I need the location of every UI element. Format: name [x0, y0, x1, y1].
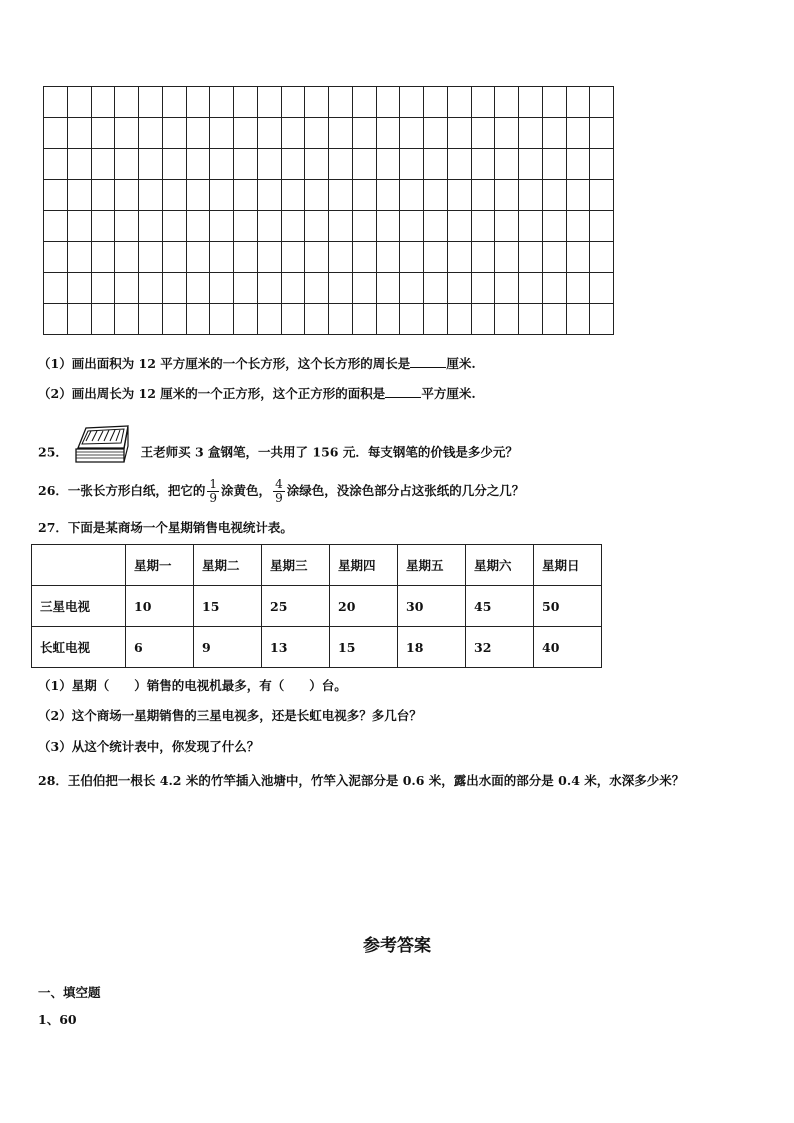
question-26 [38, 474, 524, 508]
grid-cell [163, 242, 187, 273]
grid-cell [282, 118, 306, 149]
q24-part1 [38, 355, 476, 373]
grid-cell [68, 87, 92, 118]
grid-cell [472, 304, 496, 335]
grid-cell [68, 211, 92, 242]
q24-part2 [38, 385, 476, 403]
grid-cell [44, 87, 68, 118]
grid-cell [519, 149, 543, 180]
grid-cell [187, 211, 211, 242]
grid-cell [210, 242, 234, 273]
grid-cell [68, 118, 92, 149]
grid-cell [495, 149, 519, 180]
grid-cell [377, 118, 401, 149]
grid-cell [305, 87, 329, 118]
grid-cell [305, 180, 329, 211]
q27-sub3: （3）从这个统计表中，你发现了什么？ [38, 739, 260, 754]
grid-cell [424, 87, 448, 118]
grid-cell [377, 87, 401, 118]
grid-cell [329, 180, 353, 211]
grid-cell [448, 273, 472, 304]
grid-cell [400, 180, 424, 211]
grid-cell [258, 211, 282, 242]
table-header-cell: 星期一 [126, 545, 194, 586]
grid-cell [163, 87, 187, 118]
grid-cell [567, 118, 591, 149]
grid-cell [400, 87, 424, 118]
grid-cell [567, 242, 591, 273]
grid-cell [448, 87, 472, 118]
answers-section: 一、填空题 [38, 985, 101, 1000]
frac2-numerator: 4 [275, 477, 283, 491]
grid-cell [187, 242, 211, 273]
grid-cell [329, 304, 353, 335]
grid-cell [400, 118, 424, 149]
grid-cell [590, 273, 614, 304]
grid-cell [377, 149, 401, 180]
grid-cell [210, 87, 234, 118]
grid-cell [163, 180, 187, 211]
fraction-one-ninth [207, 478, 219, 505]
grid-cell [305, 304, 329, 335]
grid-cell [329, 149, 353, 180]
answer-blank [410, 355, 446, 368]
grid-cell [590, 180, 614, 211]
grid-cell [424, 180, 448, 211]
grid-cell [163, 273, 187, 304]
question-28: 28．王伯伯把一根长 4.2 米的竹竿插入池塘中，竹竿入泥部分是 0.6 米，露出水面的部分是 0.4 米，水深多少米？ [38, 773, 685, 788]
q26-middle: 涂黄色， [221, 483, 272, 498]
grid-cell [353, 242, 377, 273]
grid-cell [44, 304, 68, 335]
grid-cell [543, 304, 567, 335]
grid-cell [590, 87, 614, 118]
grid-cell [44, 149, 68, 180]
row-label-cell: 三星电视 [32, 586, 126, 627]
grid-cell [353, 211, 377, 242]
grid-cell [353, 273, 377, 304]
table-cell: 10 [126, 586, 194, 627]
grid-cell [590, 118, 614, 149]
answer-blank [385, 385, 421, 398]
grid-cell [448, 180, 472, 211]
grid-cell [163, 149, 187, 180]
grid-cell [567, 180, 591, 211]
grid-cell [329, 242, 353, 273]
grid-cell [590, 242, 614, 273]
grid-cell [377, 304, 401, 335]
drawing-grid [43, 86, 614, 335]
q24-part2-unit: 平方厘米. [421, 386, 476, 401]
grid-cell [234, 304, 258, 335]
grid-cell [400, 273, 424, 304]
grid-cell [400, 242, 424, 273]
frac1-numerator: 1 [209, 477, 218, 491]
grid-cell [567, 273, 591, 304]
grid-cell [187, 180, 211, 211]
grid-cell [424, 242, 448, 273]
grid-cell [590, 149, 614, 180]
grid-cell [519, 118, 543, 149]
grid-cell [353, 149, 377, 180]
table-header-cell: 星期四 [330, 545, 398, 586]
grid-cell [44, 242, 68, 273]
grid-cell [115, 304, 139, 335]
grid-cell [187, 304, 211, 335]
grid-cell [44, 118, 68, 149]
table-row [32, 586, 602, 627]
table-cell: 6 [126, 627, 194, 668]
grid-cell [163, 304, 187, 335]
q25-text: 王老师买 3 盒钢笔，一共用了 156 元．每支钢笔的价钱是多少元？ [140, 444, 518, 460]
grid-cell [424, 304, 448, 335]
grid-cell [187, 273, 211, 304]
grid-cell [258, 242, 282, 273]
grid-cell [92, 273, 116, 304]
grid-cell [115, 242, 139, 273]
grid-cell [234, 273, 258, 304]
grid-cell [424, 149, 448, 180]
grid-cell [448, 118, 472, 149]
grid-cell [210, 211, 234, 242]
grid-cell [68, 149, 92, 180]
grid-cell [139, 242, 163, 273]
table-cell: 15 [194, 586, 262, 627]
table-cell: 50 [534, 586, 602, 627]
grid-cell [44, 211, 68, 242]
grid-cell [519, 87, 543, 118]
grid-cell [92, 180, 116, 211]
grid-cell [472, 211, 496, 242]
grid-cell [305, 149, 329, 180]
grid-cell [210, 273, 234, 304]
grid-cell [377, 273, 401, 304]
grid-cell [543, 273, 567, 304]
table-header-cell: 星期日 [534, 545, 602, 586]
grid-cell [448, 304, 472, 335]
q25-number: 25． [38, 444, 68, 460]
fraction-four-ninths [273, 478, 285, 505]
table-cell: 18 [398, 627, 466, 668]
grid-cell [163, 118, 187, 149]
grid-cell [567, 211, 591, 242]
grid-cell [115, 149, 139, 180]
grid-cell [282, 273, 306, 304]
grid-cell [472, 273, 496, 304]
grid-cell [258, 273, 282, 304]
table-row [32, 627, 602, 668]
grid-cell [187, 87, 211, 118]
grid-cell [139, 211, 163, 242]
table-cell: 45 [466, 586, 534, 627]
grid-cell [234, 180, 258, 211]
row-label-cell: 长虹电视 [32, 627, 126, 668]
grid-cell [590, 211, 614, 242]
grid-cell [258, 149, 282, 180]
grid-cell [44, 180, 68, 211]
grid-cell [210, 180, 234, 211]
grid-cell [543, 242, 567, 273]
grid-cell [543, 180, 567, 211]
grid-cell [115, 87, 139, 118]
table-cell: 13 [262, 627, 330, 668]
grid-cell [139, 273, 163, 304]
grid-cell [353, 118, 377, 149]
grid-cell [210, 118, 234, 149]
grid-cell [472, 242, 496, 273]
grid-cell [519, 180, 543, 211]
grid-cell [424, 273, 448, 304]
grid-cell [282, 304, 306, 335]
grid-cell [187, 118, 211, 149]
grid-cell [353, 180, 377, 211]
grid-cell [495, 180, 519, 211]
q24-part1-unit: 厘米. [446, 356, 476, 371]
grid-cell [258, 118, 282, 149]
grid-cell [424, 211, 448, 242]
table-header-cell: 星期三 [262, 545, 330, 586]
grid-cell [472, 180, 496, 211]
answers-title: 参考答案 [363, 936, 431, 956]
q24-part1-text: （1）画出面积为 12 平方厘米的一个长方形，这个长方形的周长是 [38, 356, 411, 371]
grid-cell [424, 118, 448, 149]
grid-cell [210, 304, 234, 335]
grid-cell [495, 273, 519, 304]
grid-cell [519, 273, 543, 304]
grid-cell [543, 118, 567, 149]
table-cell: 20 [330, 586, 398, 627]
table-cell: 30 [398, 586, 466, 627]
grid-cell [495, 242, 519, 273]
grid-cell [210, 149, 234, 180]
question-27: 27．下面是某商场一个星期销售电视统计表。 [38, 520, 293, 535]
grid-cell [543, 87, 567, 118]
grid-cell [282, 180, 306, 211]
table-header-row [32, 545, 602, 586]
grid-cell [495, 87, 519, 118]
grid-cell [495, 211, 519, 242]
table-cell: 40 [534, 627, 602, 668]
grid-cell [472, 118, 496, 149]
answer-1: 1、60 [38, 1012, 77, 1027]
grid-cell [92, 87, 116, 118]
grid-cell [329, 87, 353, 118]
grid-cell [329, 273, 353, 304]
grid-cell [519, 242, 543, 273]
grid-cell [92, 242, 116, 273]
frac1-denominator: 9 [209, 491, 218, 505]
grid-cell [305, 118, 329, 149]
grid-cell [234, 118, 258, 149]
grid-cell [495, 304, 519, 335]
grid-cell [329, 211, 353, 242]
grid-cell [567, 87, 591, 118]
grid-cell [567, 149, 591, 180]
grid-cell [377, 242, 401, 273]
grid-cell [139, 87, 163, 118]
grid-cell [305, 211, 329, 242]
grid-cell [567, 304, 591, 335]
grid-cell [400, 304, 424, 335]
grid-cell [472, 149, 496, 180]
table-cell: 32 [466, 627, 534, 668]
table-cell: 25 [262, 586, 330, 627]
grid-cell [258, 180, 282, 211]
grid-cell [115, 273, 139, 304]
grid-cell [234, 242, 258, 273]
grid-cell [258, 304, 282, 335]
grid-cell [543, 149, 567, 180]
grid-cell [590, 304, 614, 335]
grid-cell [92, 149, 116, 180]
grid-cell [448, 211, 472, 242]
grid-cell [92, 304, 116, 335]
grid-cell [92, 211, 116, 242]
table-header-cell: 星期五 [398, 545, 466, 586]
grid-cell [139, 180, 163, 211]
grid-cell [282, 211, 306, 242]
tv-sales-table [31, 544, 602, 668]
grid-cell [305, 242, 329, 273]
grid-cell [282, 87, 306, 118]
frac2-denominator: 9 [275, 491, 283, 505]
grid-cell [519, 211, 543, 242]
grid-cell [115, 180, 139, 211]
grid-cell [68, 273, 92, 304]
grid-cell [234, 87, 258, 118]
grid-cell [353, 87, 377, 118]
grid-cell [305, 273, 329, 304]
table-header-cell: 星期六 [466, 545, 534, 586]
grid-cell [543, 211, 567, 242]
grid-cell [187, 149, 211, 180]
grid-cell [448, 242, 472, 273]
grid-cell [400, 149, 424, 180]
grid-cell [448, 149, 472, 180]
q26-suffix: 涂绿色，没涂色部分占这张纸的几分之几？ [286, 483, 525, 498]
grid-cell [163, 211, 187, 242]
grid-cell [68, 242, 92, 273]
grid-cell [115, 211, 139, 242]
q27-sub2: （2）这个商场一星期销售的三星电视多，还是长虹电视多？多几台？ [38, 708, 422, 723]
grid-cell [353, 304, 377, 335]
grid-cell [377, 180, 401, 211]
grid-cell [234, 211, 258, 242]
grid-cell [329, 118, 353, 149]
grid-cell [258, 87, 282, 118]
grid-cell [44, 273, 68, 304]
grid-cell [139, 304, 163, 335]
grid-cell [92, 118, 116, 149]
grid-cell [495, 118, 519, 149]
grid-cell [234, 149, 258, 180]
grid-cell [68, 180, 92, 211]
grid-cell [400, 211, 424, 242]
grid-cell [139, 149, 163, 180]
table-header-cell [32, 545, 126, 586]
q26-prefix: 26．一张长方形白纸，把它的 [38, 483, 206, 498]
grid-cell [519, 304, 543, 335]
table-cell: 9 [194, 627, 262, 668]
grid-cell [472, 87, 496, 118]
table-cell: 15 [330, 627, 398, 668]
q24-part2-text: （2）画出周长为 12 厘米的一个正方形，这个正方形的面积是 [38, 386, 386, 401]
grid-cell [139, 118, 163, 149]
q27-sub1: （1）星期（ ）销售的电视机最多，有（ ）台。 [38, 678, 347, 693]
grid-cell [282, 149, 306, 180]
table-header-cell: 星期二 [194, 545, 262, 586]
grid-cell [115, 118, 139, 149]
grid-cell [68, 304, 92, 335]
grid-cell [377, 211, 401, 242]
grid-cell [282, 242, 306, 273]
